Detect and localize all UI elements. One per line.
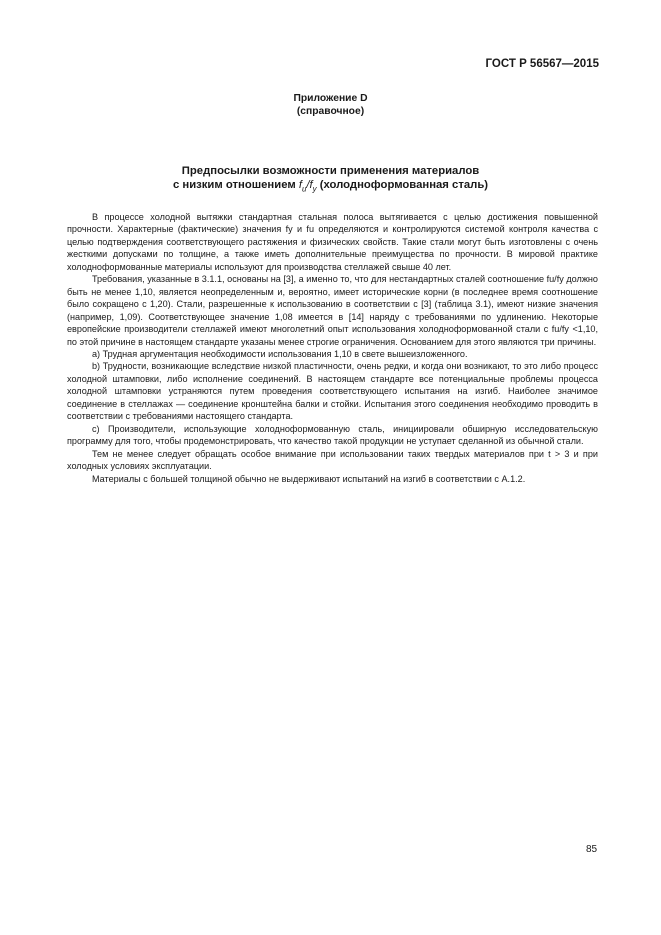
paragraph: Требования, указанные в 3.1.1, основаны на [3], а именно то, что для нестандартных сталей соотношение fu/fy должно быть не менее 1,10, является неопределенным и, вероятно, имеет исторические корни (в последнее время соотношение было сокращено с 1,20). Стали, разрешенные к использованию в соответствии с [3] (таблица 3.1), имеют низкие значения (например, 1,09). Соответствующее значение 1,08 имеется в [14] наряду с требованиями по удлинению. Некоторые европейские производители стеллажей имеют многолетний опыт использования холодноформованной стали с fu/fy <1,10, по этой причине в настоящем стандарте указаны менее строгие ограничения. Основанием для этого являются три причины. <box>67 274 598 347</box>
appendix-heading <box>0 92 661 118</box>
list-item-c: c) Производители, использующие холодноформованную сталь, инициировали обширную исследовательскую программу для того, чтобы продемонстрировать, что качество такой продукции не уступает сделанной из обычной стали. <box>67 423 598 447</box>
title-text: с низким отношением <box>172 178 299 191</box>
title-text: (холодноформованная сталь) <box>316 178 489 191</box>
list-item-b: b) Трудности, возникающие вследствие низкой пластичности, очень редки, и когда они возникают, то это либо процесс холодной штамповки, либо исполнение соединений. В настоящем стандарте все потенциальные проблемы процесса холодной штамповки устраняются путем проведения соответствующего испытания на изгиб. Наиболее значимое соединение в стеллажах — соединение кронштейна балки и стойки. Испытания этого соединения необходимо проводить в соответствии с требованиями настоящего стандарта. <box>67 361 598 422</box>
body-text <box>67 211 598 485</box>
appendix-label: Приложение D <box>293 93 368 104</box>
section-title <box>0 165 661 195</box>
paragraph: В процессе холодной вытяжки стандартная стальная полоса вытягивается с целью достижения повышенной прочности. Характерные (фактические) значения fy и fu определяются и контролируются системой контроля качества с целью подтверждения соответствующего растяжения и физических свойств. Такие стали могут быть изготовлены с очень жесткими допусками по толщине, а также иметь дополнительные преимущества по прочности. В мировой практике холодноформованные материалы используют для производства стеллажей свыше 40 лет. <box>67 212 598 272</box>
title-line-1: Предпосылки возможности применения материалов <box>181 165 480 177</box>
title-line-2 <box>0 179 661 196</box>
standard-number: ГОСТ Р 56567—2015 <box>485 58 599 70</box>
paragraph: Тем не менее следует обращать особое внимание при использовании таких твердых материалов при t > 3 и при холодных условиях эксплуатации. <box>67 448 598 472</box>
list-item-a: a) Трудная аргументация необходимости использования 1,10 в свете вышеизложенного. <box>92 348 468 359</box>
ratio-formula: $f_u/f_y$ <box>298 178 317 193</box>
appendix-type: (справочное) <box>296 106 365 117</box>
page-number: 85 <box>586 844 598 855</box>
paragraph: Материалы с большей толщиной обычно не выдерживают испытаний на изгиб в соответствии с А.1.2. <box>92 473 526 484</box>
